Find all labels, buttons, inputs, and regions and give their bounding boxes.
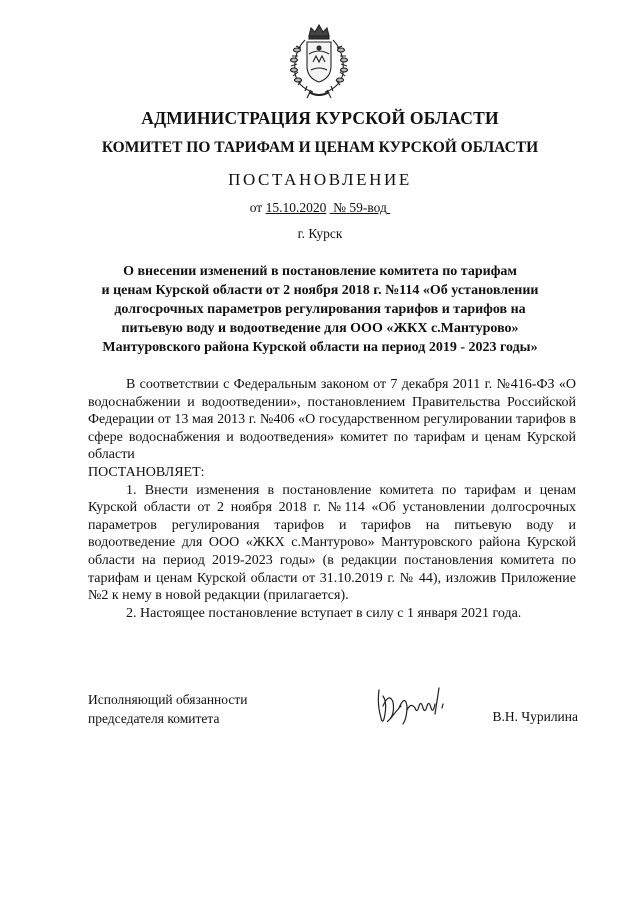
role-line-2: председателя комитета xyxy=(88,711,220,726)
decree-number: 59-вод xyxy=(349,200,387,215)
decree-date: 15.10.2020 xyxy=(265,200,327,215)
city: г. Курск xyxy=(297,226,343,241)
decree-body xyxy=(88,376,576,622)
item-1-paragraph: 1. Внести изменения в постановление комитета по тарифам и ценам Курской области от 2 ноября 2018 г. №114 «Об установлении долгосрочных параметров регулирования тарифов и тарифов на питьевую воду и водоотведение для ООО «ЖКХ с.Мантурово» Мантуровского района Курской области на период 2019-2023 годы» (в редакции постановления комитета по тарифам и ценам Курской области от 31.10.2019 г. № 44), изложив Приложение №2 к нему в новой редакции (прилагается). xyxy=(88,482,576,604)
resolves-text: ПОСТАНОВЛЯЕТ: xyxy=(88,464,205,480)
preamble-paragraph: В соответствии с Федеральным законом от 7 декабря 2011 г. №416-ФЗ «О водоснабжении и водоотведении», постановлением Правительства Российской Федерации от 13 мая 2013 г. №406 «О государственном регулировании тарифов в сфере водоснабжения и водоотведения» комитет по тарифам и ценам Курской области xyxy=(88,377,576,463)
committee-title: КОМИТЕТ ПО ТАРИФАМ И ЦЕНАМ КУРСКОЙ ОБЛАСТИ xyxy=(101,139,539,156)
signature-block xyxy=(88,690,578,740)
role-line-1: Исполняющий обязанности xyxy=(88,692,248,707)
signatory-role xyxy=(88,690,247,728)
subject-line: питьевую воду и водоотведение для ООО «ЖКХ с.Мантурово» xyxy=(121,321,519,336)
signatory-name: В.Н. Чурилина xyxy=(492,709,578,724)
coat-of-arms-icon xyxy=(283,22,355,102)
date-prefix: от xyxy=(249,200,263,215)
subject-line: Мантуровского района Курской области на период 2019 - 2023 годы» xyxy=(102,340,538,355)
decree-date-line xyxy=(0,200,640,216)
handwritten-signature xyxy=(373,684,463,732)
administration-title: АДМИНИСТРАЦИЯ КУРСКОЙ ОБЛАСТИ xyxy=(141,108,499,128)
subject-line: О внесении изменений в постановление комитета по тарифам xyxy=(123,264,517,279)
decree-title: ПОСТАНОВЛЕНИЕ xyxy=(228,170,412,189)
decree-subject xyxy=(60,262,580,357)
subject-line: долгосрочных параметров регулирования тарифов и тарифов на xyxy=(114,302,526,317)
number-prefix: № xyxy=(333,200,346,215)
item-2-paragraph: 2. Настоящее постановление вступает в силу с 1 января 2021 года. xyxy=(126,605,522,621)
subject-line: и ценам Курской области от 2 ноября 2018 г. №114 «Об установлении xyxy=(101,283,539,298)
